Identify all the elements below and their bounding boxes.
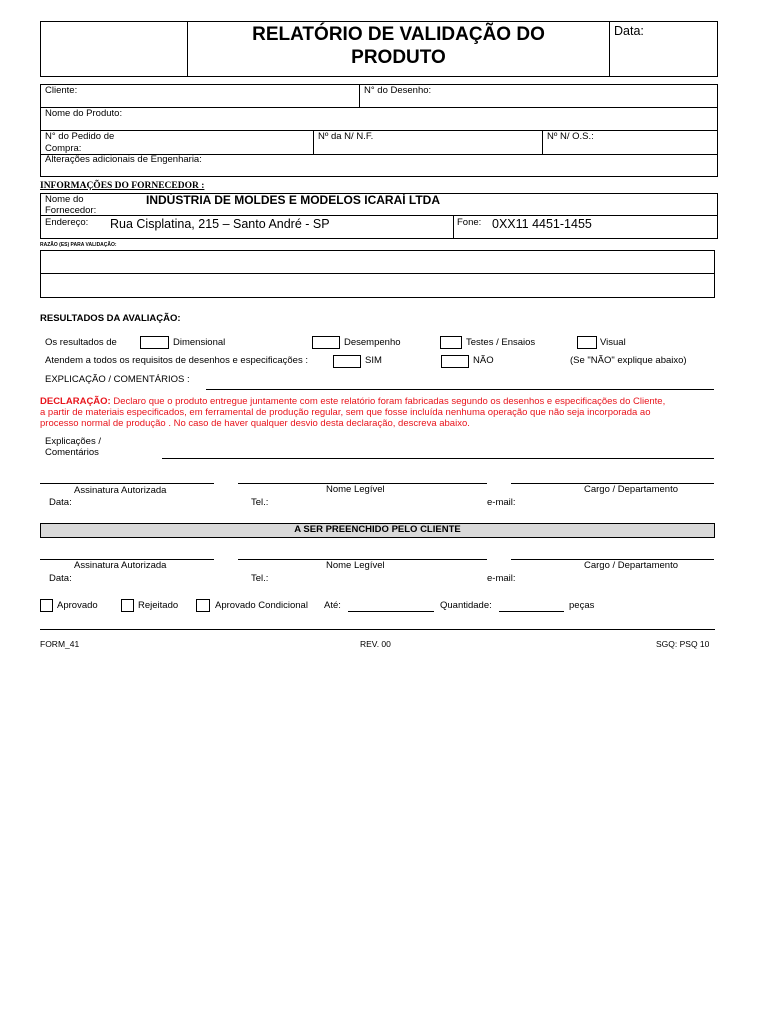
declaration-line-2: a partir de materiais especificados, em ferramental de produção regular, sem que fosse incluída nenhuma operação que não seja incorporada ao: [40, 407, 651, 418]
rejected-checkbox[interactable]: [121, 599, 134, 612]
supplier-name-label-1: Nome do: [45, 194, 84, 205]
address-label: Endereço:: [45, 217, 89, 228]
yes-label: SIM: [365, 355, 382, 366]
if-no-explain-note: (Se "NÃO" explique abaixo): [570, 355, 687, 366]
service-order-label: Nº N/ O.S.:: [547, 131, 594, 142]
declaration-line-3: processo normal de produção . No caso de haver qualquer desvio desta declaração, descreva abaixo.: [40, 418, 470, 429]
tests-label: Testes / Ensaios: [466, 337, 536, 348]
position-label: Cargo / Departamento: [584, 484, 678, 495]
row-divider: [40, 215, 718, 216]
header-date-label: Data:: [614, 24, 644, 38]
sgq-code: SGQ: PSQ 10: [656, 639, 710, 649]
client-label: Cliente:: [45, 85, 78, 96]
col-divider: [313, 130, 314, 154]
phone-value: 0XX11 4451-1455: [492, 217, 592, 231]
address-value: Rua Cisplatina, 215 – Santo André - SP: [110, 217, 330, 231]
explanation-label: EXPLICAÇÃO / COMENTÁRIOS :: [45, 374, 190, 385]
validation-reason-label: RAZÃO (ES) PARA VALIDAÇÃO:: [40, 242, 117, 248]
until-label: Até:: [324, 600, 341, 611]
until-line[interactable]: [348, 611, 434, 612]
revision-code: REV. 00: [360, 639, 391, 649]
row-divider: [40, 273, 715, 274]
rejected-label: Rejeitado: [138, 600, 179, 611]
title-line-1: RELATÓRIO DE VALIDAÇÃO DO: [252, 24, 545, 45]
purchase-order-label-1: N° do Pedido de: [45, 131, 115, 142]
form-code: FORM_41: [40, 639, 80, 649]
approved-label: Aprovado: [57, 600, 98, 611]
supplier-name-value: INDÚSTRIA DE MOLDES E MODELOS ICARAÍ LTDA: [146, 193, 440, 207]
supplier-section-title: INFORMAÇÕES DO FORNECEDOR :: [40, 181, 205, 191]
product-name-label: Nome do Produto:: [45, 108, 123, 119]
pieces-label: peças: [569, 600, 595, 611]
title-line-2: PRODUTO: [351, 47, 446, 68]
signature-phone-label: Tel.:: [251, 497, 269, 508]
legible-name-label: Nome Legível: [326, 484, 385, 495]
declaration-line-1: Declaro que o produto entregue juntamente com este relatório foram fabricadas segundo os desenhos e especificações do Cliente,: [113, 396, 666, 407]
comments-line[interactable]: [162, 458, 714, 459]
dimensional-checkbox[interactable]: [140, 336, 169, 349]
meets-requirements-label: Atendem a todos os requisitos de desenhos e especificações :: [45, 355, 308, 366]
client-phone-label: Tel.:: [251, 573, 269, 584]
performance-checkbox[interactable]: [312, 336, 340, 349]
invoice-number-label: Nº da N/ N.F.: [318, 131, 374, 142]
results-of-label: Os resultados de: [45, 337, 117, 348]
declaration-block: [40, 396, 714, 429]
supplier-name-label-2: Fornecedor:: [45, 205, 97, 216]
row-divider: [40, 107, 718, 108]
tests-checkbox[interactable]: [440, 336, 462, 349]
client-legible-name-label: Nome Legível: [326, 560, 385, 571]
quantity-line[interactable]: [499, 611, 564, 612]
header-divider-right: [609, 21, 610, 77]
client-section-banner: A SER PREENCHIDO PELO CLIENTE: [40, 523, 715, 538]
visual-checkbox[interactable]: [577, 336, 597, 349]
quantity-label: Quantidade:: [440, 600, 492, 611]
phone-label: Fone:: [457, 217, 482, 228]
col-divider: [542, 130, 543, 154]
results-section-title: RESULTADOS DA AVALIAÇÃO:: [40, 313, 181, 324]
validation-reason-box[interactable]: [40, 250, 715, 298]
col-divider: [359, 84, 360, 107]
performance-label: Desempenho: [344, 337, 401, 348]
comments-label-1: Explicações /: [45, 436, 101, 447]
visual-label: Visual: [600, 337, 626, 348]
explanation-line[interactable]: [206, 389, 714, 390]
conditional-approval-label: Aprovado Condicional: [215, 600, 308, 611]
client-date-label: Data:: [49, 573, 72, 584]
dimensional-label: Dimensional: [173, 337, 226, 348]
footer-divider: [40, 629, 715, 630]
no-label: NÃO: [473, 355, 494, 366]
yes-checkbox[interactable]: [333, 355, 361, 368]
client-authorized-signature-label: Assinatura Autorizada: [74, 560, 167, 571]
row-divider: [40, 130, 718, 131]
drawing-number-label: N° do Desenho:: [364, 85, 432, 96]
comments-label-2: Comentários: [45, 447, 99, 458]
purchase-order-label-2: Compra:: [45, 143, 82, 154]
client-email-label: e-mail:: [487, 573, 516, 584]
engineering-changes-label: Alterações adicionais de Engenharia:: [45, 154, 202, 165]
declaration-label: DECLARAÇÃO:: [40, 396, 111, 407]
no-checkbox[interactable]: [441, 355, 469, 368]
approved-checkbox[interactable]: [40, 599, 53, 612]
authorized-signature-label: Assinatura Autorizada: [74, 485, 167, 496]
col-divider: [453, 215, 454, 239]
client-position-label: Cargo / Departamento: [584, 560, 678, 571]
conditional-approval-checkbox[interactable]: [196, 599, 210, 612]
signature-line[interactable]: [40, 483, 214, 484]
page-title: [188, 23, 609, 69]
signature-date-label: Data:: [49, 497, 72, 508]
signature-email-label: e-mail:: [487, 497, 516, 508]
